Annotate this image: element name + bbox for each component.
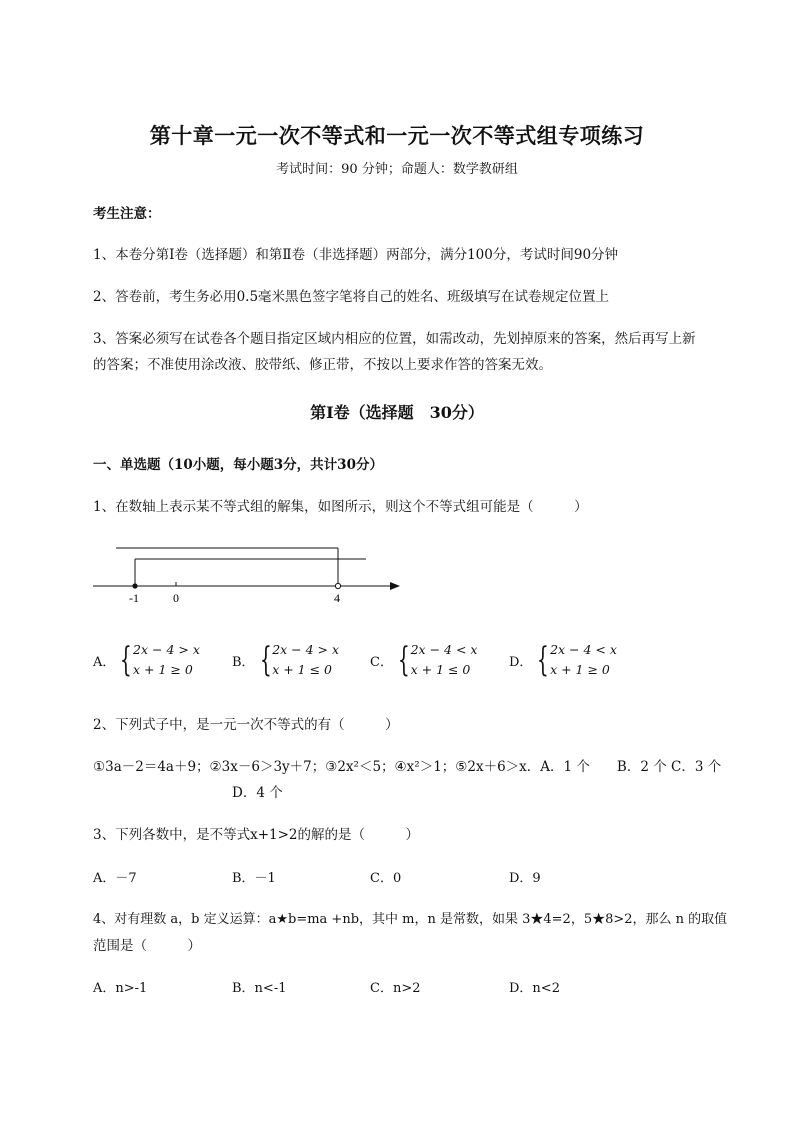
section-title: 第I卷（选择题 30分） [310, 403, 484, 422]
inequality-1: 2x − 4 > x [272, 642, 340, 657]
inequality-1: 2x − 4 < x [410, 642, 478, 657]
axis-label-0: 0 [173, 591, 179, 605]
brace-icon: { [397, 640, 410, 680]
part-heading: 一、单选题（10小题，每小题3分，共计30分） [93, 457, 383, 473]
axis-label-4: 4 [334, 591, 340, 605]
question-2-option-d[interactable]: D．4 个 [232, 785, 283, 801]
brace-icon: { [259, 640, 272, 680]
closed-point-minus-1 [132, 583, 137, 588]
q3-option-a[interactable]: A．－7 [93, 871, 137, 886]
open-point-4 [335, 583, 340, 588]
question-4-text-continued: 范围是（ ） [93, 938, 201, 954]
q4-option-d[interactable]: D．n<2 [509, 981, 560, 996]
q1-option-c[interactable] [370, 640, 477, 680]
axis-label-minus-1: -1 [129, 591, 139, 605]
option-label: D． [509, 654, 533, 670]
option-label: B． [232, 654, 255, 670]
question-3-text: 3、下列各数中，是不等式x+1>2的解的是（ ） [93, 827, 420, 843]
document-title: 第十章一元一次不等式和一元一次不等式组专项练习 [149, 123, 645, 148]
q1-option-a[interactable] [93, 640, 200, 680]
q4-option-b[interactable]: B．n<-1 [232, 981, 287, 996]
q1-option-d[interactable] [509, 640, 617, 680]
q3-option-c[interactable]: C．0 [370, 871, 402, 886]
notice-item-2: 2、答卷前，考生务必用0.5毫米黑色签字笔将自己的姓名、班级填写在试卷规定位置上 [93, 289, 610, 305]
q4-option-a[interactable]: A．n>-1 [93, 981, 148, 996]
notice-heading: 考生注意： [93, 206, 161, 222]
question-2-options-line: ①3a－2＝4a＋9；②3x－6＞3y＋7；③2x²＜5；④x²＞1；⑤2x＋6＞x．A．1 个 B．2 个 C．3 个 [93, 759, 722, 775]
brace-icon: { [537, 640, 550, 680]
notice-item-3: 3、答案必须写在试卷各个题目指定区域内相应的位置，如需改动，先划掉原来的答案，然后再写上新 [93, 331, 696, 347]
axis-arrow-icon [390, 582, 400, 590]
question-1-text: 1、在数轴上表示某不等式组的解集，如图所示，则这个不等式组可能是（ ） [93, 499, 588, 515]
inequality-2: x + 1 ≥ 0 [133, 662, 193, 677]
inequality-2: x + 1 ≥ 0 [550, 662, 610, 677]
question-2-text: 2、下列式子中，是一元一次不等式的有（ ） [93, 717, 399, 733]
document-subtitle: 考试时间：90 分钟；命题人：数学教研组 [276, 162, 518, 177]
q3-option-d[interactable]: D．9 [509, 871, 541, 886]
number-line-figure [88, 538, 408, 610]
inequality-2: x + 1 ≤ 0 [272, 662, 332, 677]
inequality-2: x + 1 ≤ 0 [410, 662, 471, 677]
option-label: C． [370, 654, 393, 670]
q4-option-c[interactable]: C．n>2 [370, 981, 421, 996]
inequality-1: 2x − 4 > x [133, 642, 200, 657]
question-4-text: 4、对有理数 a，b 定义运算：a★b=ma +nb，其中 m，n 是常数，如果 3★4=2，5★8>2，那么 n 的取值 [93, 912, 728, 927]
brace-icon: { [120, 640, 133, 680]
option-label: A． [93, 654, 116, 670]
notice-item-1: 1、本卷分第I卷（选择题）和第Ⅱ卷（非选择题）两部分，满分100分，考试时间90分钟 [93, 247, 619, 263]
q1-option-b[interactable] [232, 640, 339, 680]
notice-item-3-continued: 的答案；不准使用涂改液、胶带纸、修正带，不按以上要求作答的答案无效。 [93, 357, 552, 373]
inequality-1: 2x − 4 < x [550, 642, 617, 657]
q3-option-b[interactable]: B．－1 [232, 871, 276, 886]
